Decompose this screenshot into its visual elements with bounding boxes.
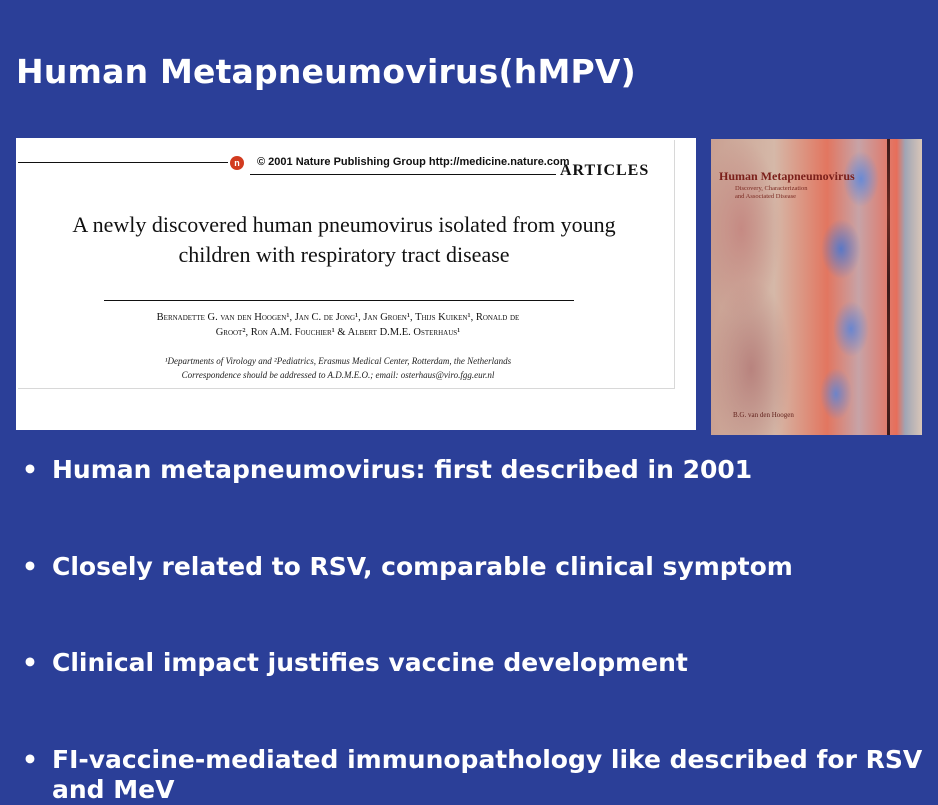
header-rule-left	[18, 162, 228, 163]
article-headline-line1: A newly discovered human pneumovirus isolated from young	[72, 212, 616, 237]
book-cover-image	[711, 139, 922, 435]
bullet-item: • FI-vaccine-mediated immunopathology like described for RSV and MeV	[22, 745, 932, 805]
article-headline-line2: children with respiratory tract disease	[178, 242, 510, 267]
bullet-list	[22, 455, 932, 804]
article-affiliation-line: ¹Departments of Virology and ²Pediatrics, Erasmus Medical Center, Rotterdam, the Netherlands	[164, 356, 512, 366]
article-authors-line2: Groot², Ron A.M. Fouchier¹ & Albert D.M.E. Osterhaus¹	[215, 327, 461, 338]
article-authors-line1: Bernadette G. van den Hoogen¹, Jan C. de Jong¹, Jan Groen¹, Thijs Kuiken¹, Ronald de	[156, 312, 520, 323]
article-correspondence-line: Correspondence should be addressed to A.D.M.E.O.; email: osterhaus@viro.fgg.eur.nl	[181, 370, 495, 380]
book-cover-subtitle-line1: Discovery, Characterization	[735, 185, 808, 192]
bullet-item: • Closely related to RSV, comparable clinical symptom	[22, 552, 932, 582]
book-cover-subtitle	[735, 185, 808, 201]
article-section: ARTICLES	[560, 162, 650, 179]
bullet-item: • Human metapneumovirus: first described in 2001	[22, 455, 932, 485]
article-headline	[18, 210, 670, 270]
article-authors	[88, 310, 588, 340]
publisher-logo-icon: n	[230, 156, 244, 170]
header-rule-right	[250, 174, 556, 175]
bullet-item: • Clinical impact justifies vaccine development	[22, 648, 932, 678]
book-cover-subtitle-line2: and Associated Disease	[735, 193, 797, 200]
book-cover-author: B.G. van den Hoogen	[733, 411, 794, 419]
article-frame	[18, 140, 675, 389]
cover-tissue-stripe	[887, 139, 890, 435]
article-affiliation	[88, 354, 588, 382]
book-cover-title: Human Metapneumovirus	[719, 169, 855, 183]
author-rule	[104, 300, 574, 301]
article-copyright: © 2001 Nature Publishing Group http://medicine.nature.com	[257, 156, 570, 168]
slide-title: Human Metapneumovirus(hMPV)	[16, 52, 636, 91]
article-excerpt-image	[16, 138, 696, 430]
